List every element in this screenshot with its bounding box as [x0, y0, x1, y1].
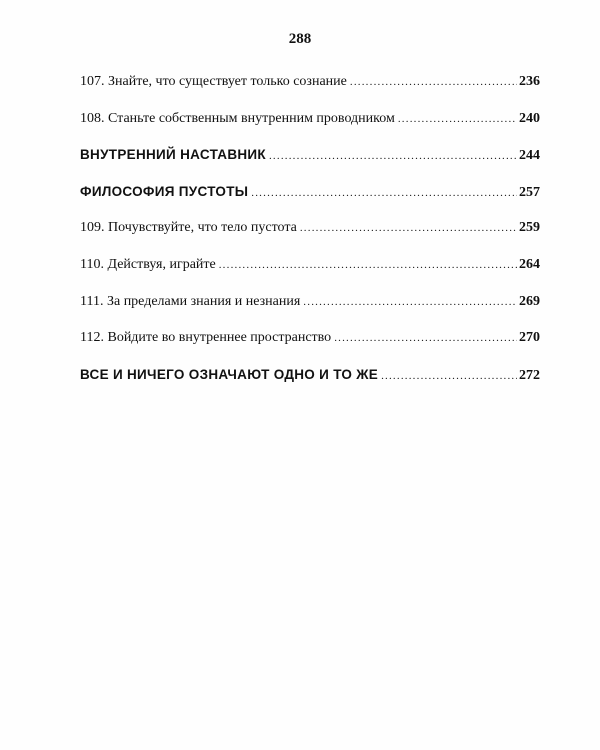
toc-entry-108: [80, 111, 540, 148]
toc-dot-leader: [300, 222, 517, 234]
toc-entry-page: 244: [519, 148, 540, 164]
toc-section-all-and-nothing: [80, 367, 540, 404]
toc-entry-page: 264: [519, 256, 540, 272]
toc-entry-page: 270: [519, 330, 540, 346]
toc-dot-leader: [219, 259, 517, 271]
toc-dot-leader: [269, 150, 517, 162]
toc-entry-title: 109. Почувствуйте, что тело пустота: [80, 220, 297, 236]
toc-entry-title: 112. Войдите во внутреннее пространство: [80, 330, 332, 346]
toc-entry-page: 257: [519, 184, 540, 200]
toc-section-title: ФИЛОСОФИЯ ПУСТОТЫ: [80, 183, 249, 199]
toc-section-inner-mentor: [80, 147, 540, 184]
toc-dot-leader: [303, 296, 517, 308]
toc-entry-107: [80, 74, 540, 111]
page-number: 288: [288, 31, 312, 47]
toc-dot-leader: [251, 187, 517, 199]
toc-entry-title: 107. Знайте, что существует только сознание: [80, 74, 347, 89]
toc-section-philosophy-of-emptiness: [80, 184, 540, 221]
toc-entry-page: 272: [519, 367, 540, 383]
toc-dot-leader: [334, 332, 517, 344]
table-of-contents: [80, 74, 540, 403]
toc-section-title: ВНУТРЕННИЙ НАСТАВНИК: [80, 147, 266, 163]
toc-entry-title: 108. Станьте собственным внутренним проводником: [80, 110, 395, 126]
toc-entry-111: [80, 294, 540, 331]
toc-dot-leader: [381, 370, 517, 382]
toc-entry-title: 110. Действуя, играйте: [80, 256, 216, 272]
toc-entry-title: 111. За пределами знания и незнания: [80, 293, 301, 309]
toc-section-title: ВСЕ И НИЧЕГО ОЗНАЧАЮТ ОДНО И ТО ЖЕ: [80, 366, 379, 382]
toc-entry-page: 259: [519, 220, 540, 236]
toc-dot-leader: [350, 76, 517, 88]
toc-entry-112: [80, 330, 540, 367]
toc-entry-page: 236: [519, 74, 540, 89]
toc-entry-109: [80, 220, 540, 257]
toc-dot-leader: [398, 113, 517, 125]
toc-entry-110: [80, 257, 540, 294]
toc-entry-page: 240: [519, 110, 540, 126]
toc-entry-page: 269: [519, 293, 540, 309]
